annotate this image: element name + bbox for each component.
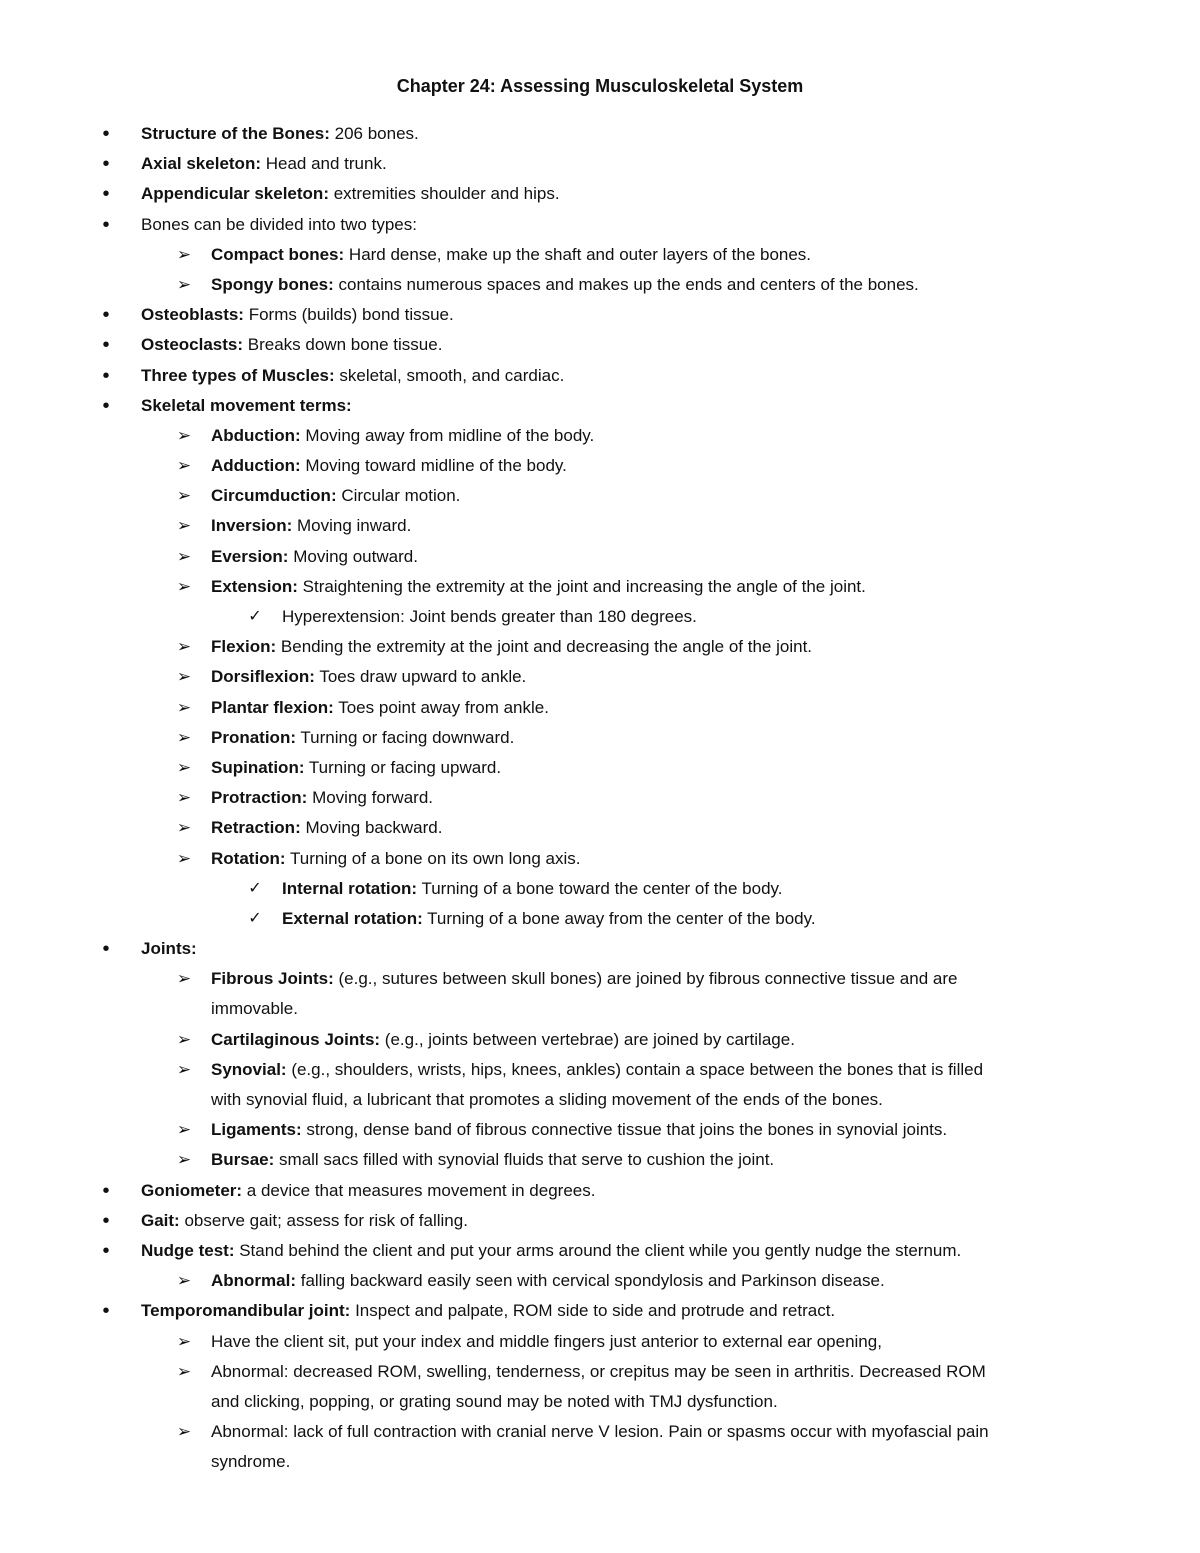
term-description: Turning of a bone toward the center of the body. [417,878,783,898]
list-item-text [211,632,812,662]
list-item [0,632,1200,662]
checkmark-icon: ✓ [248,879,262,897]
list-item [0,1236,1200,1266]
term-label: Pronation: [211,727,296,747]
term-description: Hyperextension: Joint bends greater than 180 degrees. [282,607,697,626]
arrow-bullet-icon: ➢ [176,1120,192,1140]
list-item [0,783,1200,813]
term-label: Temporomandibular joint: [141,1301,351,1321]
list-item-text [211,240,811,270]
list-item-text [211,572,866,602]
list-item [0,179,1200,209]
list-item [0,542,1200,572]
list-item [0,1055,1200,1085]
term-label: Skeletal movement terms: [141,395,352,415]
term-label: Gait: [141,1210,180,1230]
term-description: Moving outward. [288,546,418,566]
list-item-text [211,1085,883,1115]
term-description: with synovial fluid, a lubricant that promotes a sliding movement of the ends of the bones. [211,1090,883,1109]
term-description: syndrome. [211,1452,291,1472]
term-description: extremities shoulder and hips. [328,184,560,204]
term-description: (e.g., sutures between skull bones) are joined by fibrous connective tissue and are [333,969,958,989]
term-description: (e.g., joints between vertebrae) are joined by cartilage. [380,1029,795,1049]
list-item-text [211,511,411,541]
term-label: Bursae: [211,1150,275,1170]
list-item-text [141,361,564,391]
list-item-text [141,300,454,330]
list-item-text [211,964,957,994]
list-item-text [211,844,580,874]
term-description: Moving toward midline of the body. [300,456,567,476]
list-item-text [141,149,387,179]
list-item [0,1206,1200,1236]
list-item [0,511,1200,541]
term-description: Head and trunk. [261,154,387,174]
list-item-text [211,1357,986,1387]
list-item [0,1266,1200,1296]
term-description: Toes point away from ankle. [333,697,549,717]
list-item [0,330,1200,360]
arrow-bullet-icon: ➢ [176,969,192,989]
list-item-text [211,481,460,511]
list-item [0,662,1200,692]
list-item [0,1417,1200,1447]
arrow-bullet-icon: ➢ [176,637,192,657]
list-item-text [141,179,560,209]
bullet-icon: • [102,364,110,387]
list-item [0,451,1200,481]
term-label: Extension: [211,576,298,596]
term-label: Abnormal: [211,1271,296,1291]
term-description: Turning of a bone away from the center of the body. [422,908,816,928]
term-description: Inspect and palpate, ROM side to side and protrude and retract. [350,1301,836,1321]
list-item-text [211,270,919,300]
arrow-bullet-icon: ➢ [176,244,192,264]
list-item-text [282,602,697,632]
list-item [0,481,1200,511]
term-label: Three types of Muscles: [141,365,335,385]
term-label: External rotation: [282,908,423,928]
arrow-bullet-icon: ➢ [176,818,192,838]
list-item-text [211,994,298,1024]
list-item-continuation [0,994,1200,1024]
document-body [0,119,1200,1477]
list-item [0,300,1200,330]
term-description: Bending the extremity at the joint and decreasing the angle of the joint. [276,637,813,657]
list-item-text [141,391,352,421]
list-item [0,1025,1200,1055]
list-item-text [211,662,526,692]
list-item [0,1327,1200,1357]
arrow-bullet-icon: ➢ [176,1271,192,1291]
list-item [0,602,1200,632]
arrow-bullet-icon: ➢ [176,1150,192,1170]
term-description: and clicking, popping, or grating sound may be noted with TMJ dysfunction. [211,1391,778,1411]
term-description: Forms (builds) bond tissue. [243,305,454,325]
term-label: Osteoclasts: [141,335,244,355]
arrow-bullet-icon: ➢ [176,546,192,566]
term-description: Stand behind the client and put your arms around the client while you gently nudge the sternum. [234,1240,962,1260]
list-item-text [141,934,197,964]
bullet-icon: • [102,153,110,176]
list-item [0,904,1200,934]
list-item-text [141,1236,961,1266]
list-item-continuation [0,1387,1200,1417]
list-item-text [141,330,442,360]
list-item [0,723,1200,753]
arrow-bullet-icon: ➢ [176,1361,192,1381]
term-description: immovable. [211,999,298,1019]
term-description: Moving away from midline of the body. [300,425,595,445]
bullet-icon: • [102,183,110,206]
list-item [0,964,1200,994]
list-item [0,693,1200,723]
term-label: Plantar flexion: [211,697,334,717]
term-label: Flexion: [211,637,277,657]
list-item [0,210,1200,240]
list-item-text [211,693,549,723]
term-label: Retraction: [211,818,301,838]
list-item-text [211,542,418,572]
term-description: Bones can be divided into two types: [141,214,417,234]
term-description: Breaks down bone tissue. [243,335,443,355]
arrow-bullet-icon: ➢ [176,667,192,687]
arrow-bullet-icon: ➢ [176,1422,192,1442]
list-item [0,391,1200,421]
list-item-text [141,210,417,240]
list-item-text [282,874,783,904]
term-description: Moving inward. [292,516,412,536]
list-item [0,753,1200,783]
term-label: Spongy bones: [211,274,334,294]
list-item-text [211,1055,983,1085]
term-description: (e.g., shoulders, wrists, hips, knees, ankles) contain a space between the bones that is filled [286,1059,984,1079]
arrow-bullet-icon: ➢ [176,1029,192,1049]
term-description: skeletal, smooth, and cardiac. [334,365,565,385]
list-item-text [211,1025,795,1055]
term-label: Goniometer: [141,1180,243,1200]
list-item-text [141,119,419,149]
term-label: Osteoblasts: [141,305,244,325]
term-label: Dorsiflexion: [211,667,315,687]
term-label: Nudge test: [141,1240,235,1260]
list-item [0,1296,1200,1326]
arrow-bullet-icon: ➢ [176,1331,192,1351]
list-item [0,1176,1200,1206]
term-label: Abduction: [211,425,301,445]
bullet-icon: • [102,394,110,417]
list-item [0,270,1200,300]
term-description: Turning or facing upward. [304,757,502,777]
list-item-text [211,421,594,451]
arrow-bullet-icon: ➢ [176,274,192,294]
arrow-bullet-icon: ➢ [176,848,192,868]
term-label: Protraction: [211,788,308,808]
list-item-text [211,1115,947,1145]
list-item [0,813,1200,843]
list-item-text [141,1176,595,1206]
list-item [0,934,1200,964]
list-item-text [211,1266,885,1296]
bullet-icon: • [102,304,110,327]
bullet-icon: • [102,123,110,145]
bullet-icon: • [102,1209,110,1232]
term-description: contains numerous spaces and makes up the ends and centers of the bones. [333,274,919,294]
term-label: Circumduction: [211,486,337,506]
term-label: Internal rotation: [282,878,418,898]
list-item [0,421,1200,451]
arrow-bullet-icon: ➢ [176,516,192,536]
list-item [0,1115,1200,1145]
list-item-text [211,451,567,481]
list-item-text [211,1387,778,1417]
term-description: small sacs filled with synovial fluids that serve to cushion the joint. [274,1150,775,1170]
arrow-bullet-icon: ➢ [176,576,192,596]
term-description: Circular motion. [336,486,461,506]
term-description: Moving backward. [300,818,443,838]
term-description: observe gait; assess for risk of falling. [179,1210,468,1230]
arrow-bullet-icon: ➢ [176,1059,192,1079]
term-description: a device that measures movement in degrees. [242,1180,596,1200]
list-item [0,1357,1200,1387]
term-label: Synovial: [211,1059,287,1079]
term-description: Hard dense, make up the shaft and outer layers of the bones. [344,244,812,264]
list-item-text [211,1447,290,1477]
term-label: Inversion: [211,516,293,536]
list-item [0,572,1200,602]
term-label: Adduction: [211,456,301,476]
list-item-text [211,813,442,843]
arrow-bullet-icon: ➢ [176,697,192,717]
term-description: Have the client sit, put your index and middle fingers just anterior to external ear opening, [211,1331,882,1351]
list-item [0,361,1200,391]
term-label: Cartilaginous Joints: [211,1029,381,1049]
term-label: Eversion: [211,546,289,566]
term-description: strong, dense band of fibrous connective tissue that joins the bones in synovial joints. [301,1120,948,1140]
list-item-text [211,1145,774,1175]
bullet-icon: • [102,1239,110,1262]
term-label: Appendicular skeleton: [141,184,329,204]
list-item-text [141,1296,835,1326]
term-description: Moving forward. [307,788,434,808]
list-item-text [211,1417,989,1447]
arrow-bullet-icon: ➢ [176,727,192,747]
term-label: Structure of the Bones: [141,124,330,143]
list-item-text [211,723,514,753]
list-item [0,844,1200,874]
term-description: Straightening the extremity at the joint and increasing the angle of the joint. [297,576,866,596]
list-item-text [211,783,433,813]
arrow-bullet-icon: ➢ [176,456,192,476]
arrow-bullet-icon: ➢ [176,425,192,445]
bullet-icon: • [102,938,110,961]
arrow-bullet-icon: ➢ [176,486,192,506]
list-item [0,149,1200,179]
bullet-icon: • [102,213,110,236]
term-description: Abnormal: lack of full contraction with cranial nerve V lesion. Pain or spasms occur with myofascial pain [211,1422,989,1442]
term-label: Ligaments: [211,1120,302,1140]
list-item-text [141,1206,468,1236]
term-description: 206 bones. [329,124,419,143]
term-label: Rotation: [211,848,286,868]
checkmark-icon: ✓ [248,909,262,927]
list-item-text [211,753,501,783]
term-description: Abnormal: decreased ROM, swelling, tenderness, or crepitus may be seen in arthritis. Decreased ROM [211,1361,986,1381]
document-title: Chapter 24: Assessing Musculoskeletal System [396,76,804,96]
list-item-continuation [0,1447,1200,1477]
term-label: Joints: [141,939,197,959]
term-description: Toes draw upward to ankle. [314,667,527,687]
list-item-text [211,1327,882,1357]
list-item-continuation [0,1085,1200,1115]
arrow-bullet-icon: ➢ [176,757,192,777]
checkmark-icon: ✓ [248,608,262,625]
term-description: Turning or facing downward. [296,727,515,747]
list-item [0,119,1200,149]
bullet-icon: • [102,334,110,357]
term-description: falling backward easily seen with cervical spondylosis and Parkinson disease. [296,1271,885,1291]
list-item-text [282,904,816,934]
term-label: Axial skeleton: [141,154,261,174]
bullet-icon: • [102,1300,110,1323]
term-description: Turning of a bone on its own long axis. [285,848,581,868]
list-item [0,1145,1200,1175]
arrow-bullet-icon: ➢ [176,788,192,808]
list-item [0,874,1200,904]
bullet-icon: • [102,1179,110,1202]
term-label: Supination: [211,757,305,777]
list-item [0,240,1200,270]
term-label: Fibrous Joints: [211,969,334,989]
term-label: Compact bones: [211,244,345,264]
